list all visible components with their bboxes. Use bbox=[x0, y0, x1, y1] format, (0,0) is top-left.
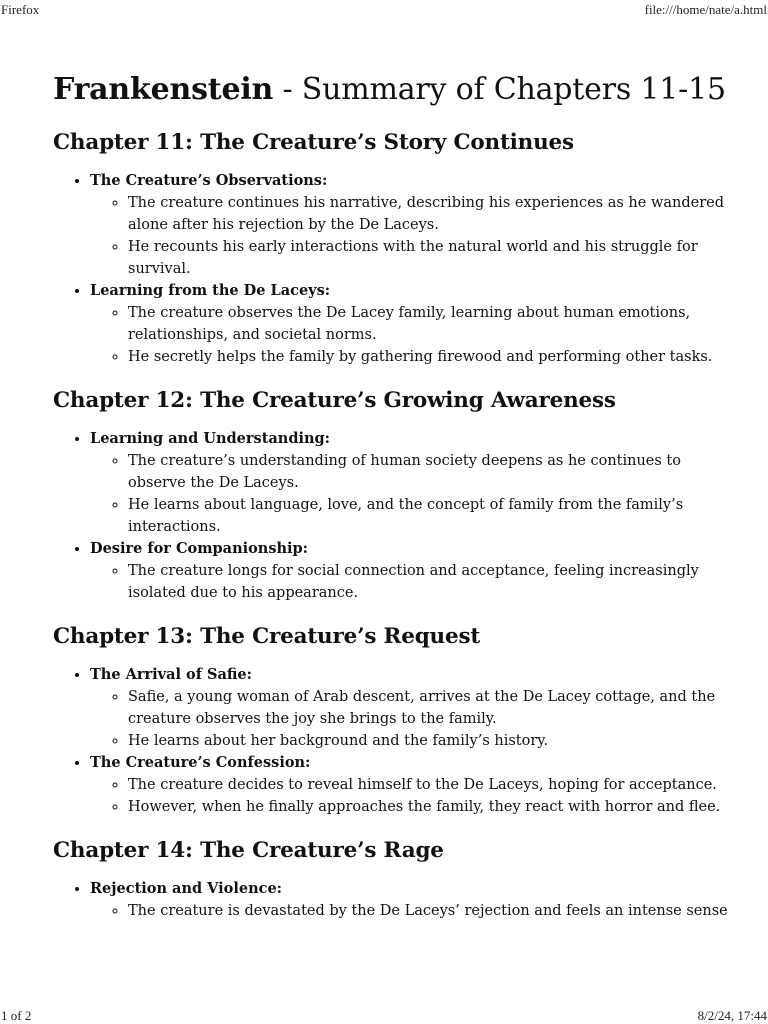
topic-title: The Creature’s Observations: bbox=[90, 172, 328, 189]
topic-item bbox=[90, 170, 733, 280]
title-subtitle: - Summary of Chapters 11-15 bbox=[273, 72, 726, 107]
point-list bbox=[90, 302, 733, 368]
chapter-list bbox=[53, 128, 733, 922]
point-list bbox=[90, 192, 733, 280]
document-body bbox=[53, 66, 733, 922]
topic-title: The Creature’s Confession: bbox=[90, 754, 311, 771]
chapter-section bbox=[53, 128, 733, 368]
point-list bbox=[90, 560, 733, 604]
topic-item bbox=[90, 752, 733, 818]
topic-list bbox=[53, 664, 733, 818]
point-item: ◦ He learns about language, love, and the concept of family from the family’s interactions. bbox=[128, 494, 733, 538]
point-item: ◦ The creature is devastated by the De Laceys’ rejection and feels an intense sense bbox=[128, 900, 733, 922]
topic-title: Learning and Understanding: bbox=[90, 430, 331, 447]
page-title bbox=[53, 66, 733, 114]
point-item: ◦ The creature’s understanding of human society deepens as he continues to observe the De Laceys. bbox=[128, 450, 733, 494]
topic-item bbox=[90, 664, 733, 752]
chapter-section bbox=[53, 836, 733, 922]
topic-list bbox=[53, 170, 733, 368]
point-list bbox=[90, 774, 733, 818]
print-footer bbox=[0, 1008, 768, 1024]
print-timestamp: 8/2/24, 17:44 bbox=[697, 1008, 767, 1023]
point-list bbox=[90, 450, 733, 538]
topic-title: Rejection and Violence: bbox=[90, 880, 283, 897]
point-item: ◦ The creature decides to reveal himself to the De Laceys, hoping for acceptance. bbox=[128, 774, 733, 796]
point-item: ◦ The creature observes the De Lacey family, learning about human emotions, relationships, and societal norms. bbox=[128, 302, 733, 346]
point-item: ◦ However, when he finally approaches the family, they react with horror and flee. bbox=[128, 796, 733, 818]
point-list bbox=[90, 900, 733, 922]
page-counter: 1 of 2 bbox=[1, 1008, 32, 1023]
chapter-heading: Chapter 11: The Creature’s Story Continues bbox=[53, 130, 574, 155]
topic-item bbox=[90, 280, 733, 368]
topic-item bbox=[90, 428, 733, 538]
topic-list bbox=[53, 878, 733, 922]
point-list bbox=[90, 686, 733, 752]
topic-title: Learning from the De Laceys: bbox=[90, 282, 331, 299]
chapter-section bbox=[53, 386, 733, 604]
topic-list bbox=[53, 428, 733, 604]
chapter-heading: Chapter 13: The Creature’s Request bbox=[53, 624, 481, 649]
browser-name: Firefox bbox=[1, 2, 40, 17]
chapter-heading: Chapter 14: The Creature’s Rage bbox=[53, 838, 444, 863]
point-item: ◦ The creature longs for social connection and acceptance, feeling increasingly isolated due to his appearance. bbox=[128, 560, 733, 604]
topic-item bbox=[90, 538, 733, 604]
topic-title: Desire for Companionship: bbox=[90, 540, 309, 557]
chapter-heading: Chapter 12: The Creature’s Growing Awareness bbox=[53, 388, 616, 413]
topic-item bbox=[90, 878, 733, 922]
point-item: ◦ He recounts his early interactions with the natural world and his struggle for survival. bbox=[128, 236, 733, 280]
point-item: ◦ He secretly helps the family by gathering firewood and performing other tasks. bbox=[128, 346, 733, 368]
topic-title: The Arrival of Safie: bbox=[90, 666, 252, 683]
file-url: file:///home/nate/a.html bbox=[644, 2, 767, 17]
print-header bbox=[0, 2, 768, 18]
point-item: ◦ The creature continues his narrative, describing his experiences as he wandered alone after his rejection by the De Laceys. bbox=[128, 192, 733, 236]
chapter-section bbox=[53, 622, 733, 818]
point-item: ◦ He learns about her background and the family’s history. bbox=[128, 730, 733, 752]
point-item: ◦ Safie, a young woman of Arab descent, arrives at the De Lacey cottage, and the creature observes the joy she brings to the family. bbox=[128, 686, 733, 730]
title-book-name: Frankenstein bbox=[53, 72, 274, 107]
